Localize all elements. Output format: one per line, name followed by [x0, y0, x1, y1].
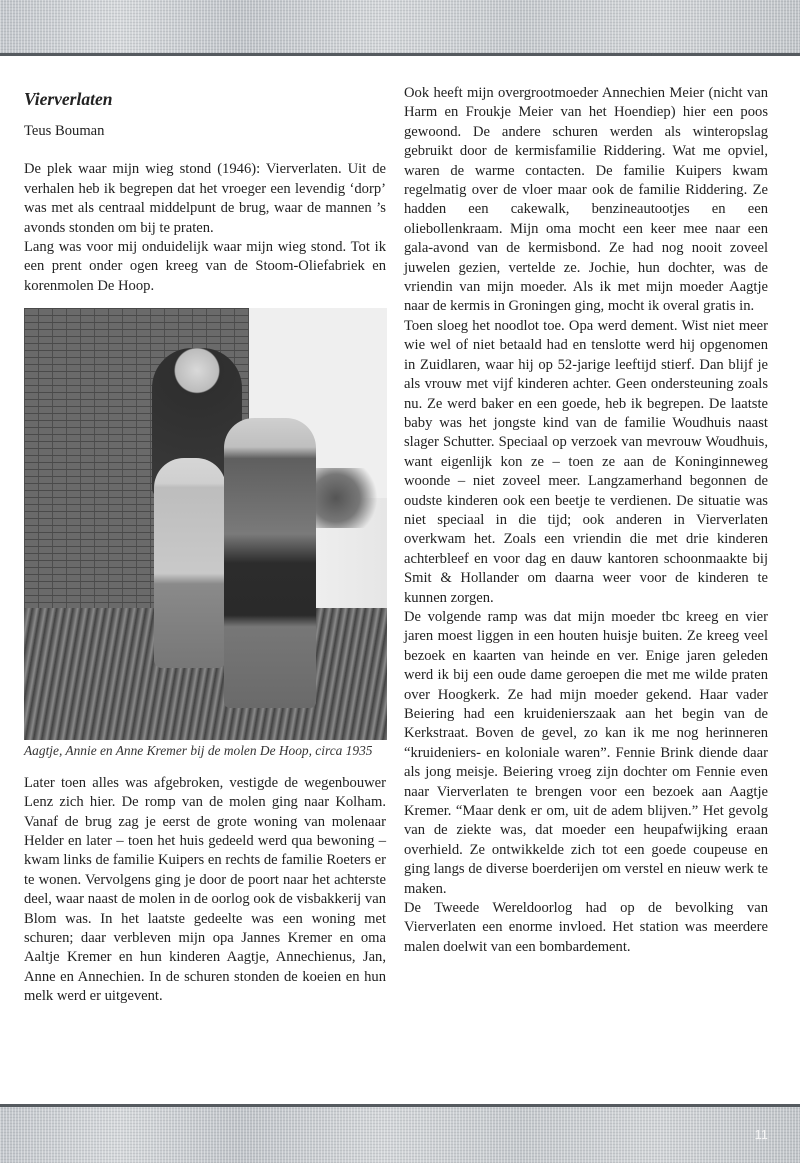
paragraph: Later toen alles was afgebroken, vestigde de wegenbouwer Lenz zich hier. De romp van de molen ging naar Kolham. Vanaf de brug zag je eerst de grote woning van molenaar Helder en later – toen het huis gedeeld werd qua bewoning – kwam links de familie Kuipers en rechts de familie Roeters er te wonen. Vervolgens ging je door de poort naar het achterste deel, waar naast de molen in de oorlog ook de visbakkerij van Blom was. In het laatste gedeelte was een woning met schuren; daar verbleven mijn opa Jannes Kremer en oma Aaltje Kremer en hun kinderen Aagtje, Annechienus, Jan, Anne en Annechien. In de schuren stonden de koeien en hun melk werd er uitgevent.	[24, 774, 386, 1005]
paragraph: Ook heeft mijn overgrootmoeder Annechien Meier (nicht van Harm en Froukje Meier van het Hoendiep) hier een poos gewoond. De andere schuren werden als winteropslag gebruikt door de kermisfamilie Riddering. Wat me opviel, waren de warme contacten. De familie Kuipers kwam regelmatig over de vloer maar ook de familie Riddering. Ze hadden een cakewalk, benzineautootjes en een oliebollenkraam. Mijn oma mocht een keer mee naar een gala-avond van de kermisbond. Ze had nog nooit zoveel juwelen gezien, vertelde ze. Jochie, hun dochter, was de vriendin van mijn moeder. Als ik met mijn moeder Aagtje naar de kermis in Groningen ging, mocht ik overal gratis in.	[404, 85, 768, 315]
photo-caption: Aagtje, Annie en Anne Kremer bij de molen De Hoop, circa 1935	[24, 743, 373, 759]
paragraph: De Tweede Wereldoorlog had op de bevolking van Vierverlaten een enorme invloed. Het station was meerdere malen doelwit van een bombardement.	[404, 900, 768, 955]
page-number: 11	[754, 1127, 768, 1142]
right-column	[404, 84, 768, 957]
photo-boy	[224, 418, 316, 708]
article-title: Vierverlaten	[24, 89, 113, 109]
photo-trees	[314, 468, 387, 528]
paragraph: De plek waar mijn wieg stond (1946): Vierverlaten. Uit de verhalen heb ik begrepen dat het vroeger een levendig ‘dorp’ was met als centraal middelpunt de brug, waar de mannen ’s avonds stonden om bij te praten.	[24, 161, 386, 236]
paragraph: Lang was voor mij onduidelijk waar mijn wieg stond. Tot ik een prent onder ogen kreeg van de Stoom-Oliefabriek en korenmolen De Hoop.	[24, 239, 386, 294]
family-photo	[24, 308, 387, 740]
photo-girl	[154, 458, 226, 668]
article-author: Teus Bouman	[24, 123, 105, 139]
left-column	[24, 84, 386, 1007]
paragraph: De volgende ramp was dat mijn moeder tbc kreeg en vier jaren moest liggen in een houten huisje buiten. Ze kreeg veel bezoek en kaarten van heinde en ver. Enige jaren geleden werd ik bij een oude dame geroepen die met me wilde praten over Hoogkerk. Ze had mijn moeder gekend. Haar vader Beiering had een kruidenierszaak aan het begin van de Kerkstraat. Boven de gevel, zo kan ik me nog herinneren “kruideniers- en koloniale waren”. Fennie Brink diende daar als jong meisje. Beiering vroeg zijn dochter om Fennie even naar Vierverlaten te brengen voor een bezoek aan Aagtje Kremer. “Maar denk er om, uit de adem blijven.” Het gevolg van de ziekte was, dat moeder een heupafwijking eraan overhield. Ze ontwikkelde zich tot een goede coupeuse en ging langs de diverse boerderijen om verstel en nieuw werk te maken.	[404, 608, 768, 897]
footer-band	[0, 1104, 800, 1163]
header-band	[0, 0, 800, 56]
paragraph: Toen sloeg het noodlot toe. Opa werd dement. Wist niet meer wie wel of niet betaald had en tenslotte werd hij opgenomen in Zuidlaren, waar hij op 52-jarige leeftijd stierf. Dan blijf je als vrouw met vijf kinderen achter. Geen ondersteuning zoals nu. Ze werd baker en een goede, heb ik begrepen. De laatste baby was het jongste kind van de familie Woudhuis naast slager Schutter. Speciaal op verzoek van mevrouw Woudhuis, want eigenlijk kon ze – toen ze aan de Koninginneweg woonde – niet zoveel meer. Langzamerhand begonnen de oudste kinderen ook een beetje te verdienen. De situatie was niet speciaal in die tijd; ook anderen in Vierverlaten overkwam het. Zoals een vriendin die met drie kinderen achterbleef en voor dag en dauw kantoren schoonmaakte bij Smit & Hollander om daarna weer voor de kinderen te kunnen zorgen.	[404, 317, 768, 606]
